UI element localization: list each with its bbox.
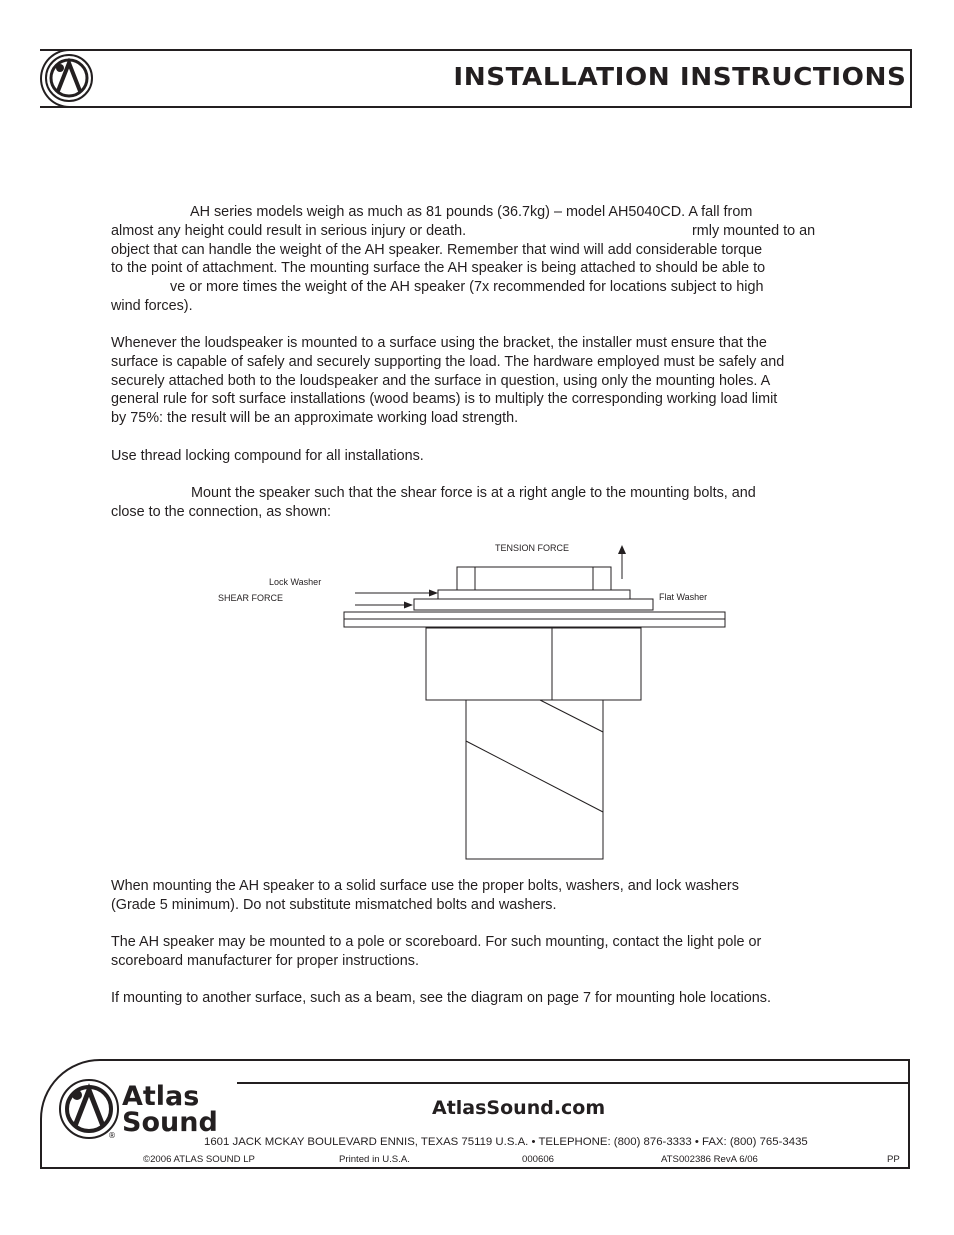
footer-rule [237, 1082, 910, 1084]
text-line: wind forces). [111, 297, 193, 314]
solid-surface-paragraph [111, 877, 851, 915]
text-line: Whenever the loudspeaker is mounted to a surface using the bracket, the installer must ensure that the [111, 335, 767, 351]
mounting-diagram [200, 535, 740, 865]
text-segment: rmly mounted to an [692, 222, 816, 239]
text-line: When mounting the AH speaker to a solid surface use the proper bolts, washers, and lock washers [111, 878, 739, 894]
copyright: ©2006 ATLAS SOUND LP [143, 1154, 255, 1165]
tension-force-label: TENSION FORCE [495, 543, 570, 553]
text-line: securely attached both to the loudspeaker and the surface in question, using only the mounting holes. A [111, 372, 771, 389]
atlas-logo-icon [44, 53, 94, 103]
atlas-logo-icon [60, 1080, 118, 1138]
lock-washer-arrowhead [429, 590, 438, 597]
text-line: If mounting to another surface, such as a beam, see the diagram on page 7 for mounting hole locations. [111, 990, 771, 1006]
weight-warning-paragraph [111, 203, 851, 316]
lock-washer-label: Lock Washer [269, 577, 322, 587]
text-line: object that can handle the weight of the AH speaker. Remember that wind will add considerable torque [111, 241, 763, 258]
shear-force-label: SHEAR FORCE [218, 593, 284, 603]
nut-block [426, 628, 641, 700]
brand-sound: Sound [122, 1107, 218, 1138]
printed-in: Printed in U.S.A. [339, 1154, 410, 1165]
surface-support-paragraph [111, 334, 851, 428]
text-line: to the point of attachment. The mounting surface the AH speaker is being attached to should be able to [111, 260, 766, 277]
part-code: 000606 [522, 1154, 555, 1165]
atlas-sound-logo [58, 1078, 238, 1140]
beam-mount-paragraph [111, 989, 851, 1008]
text-line: (Grade 5 minimum). Do not substitute mismatched bolts and washers. [111, 896, 557, 913]
website-url[interactable]: AtlasSound.com [432, 1097, 606, 1119]
shear-force-arrowhead [404, 602, 413, 609]
text-line: ve or more times the weight of the AH speaker (7x recommended for locations subject to high [170, 279, 764, 296]
text-segment: almost any height could result in serious injury or death. [111, 222, 467, 239]
tension-arrowhead [618, 545, 626, 554]
document-id: ATS002386 RevA 6/06 [661, 1154, 758, 1165]
company-address: 1601 JACK MCKAY BOULEVARD ENNIS, TEXAS 75119 U.S.A. • TELEPHONE: (800) 876-3333 • FAX: (800) 765-3435 [204, 1136, 808, 1148]
text-line: general rule for soft surface installations (wood beams) is to multiply the corresponding working load limit [111, 391, 778, 408]
text-line: close to the connection, as shown: [111, 503, 331, 520]
text-line: scoreboard manufacturer for proper instructions. [111, 952, 419, 969]
text-line [111, 222, 851, 241]
text-line: Mount the speaker such that the shear force is at a right angle to the mounting bolts, and [191, 485, 756, 501]
brand-atlas: Atlas [122, 1081, 200, 1112]
page-title: INSTALLATION INSTRUCTIONS [453, 62, 906, 91]
pole-mount-paragraph [111, 933, 851, 971]
text-line: surface is capable of safely and securely supporting the load. The hardware employed must be safely and [111, 353, 785, 370]
flat-washer-label: Flat Washer [659, 592, 708, 602]
thread-locking-paragraph [111, 447, 851, 466]
lock-washer [438, 590, 630, 599]
text-line: The AH speaker may be mounted to a pole or scoreboard. For such mounting, contact the light pole or [111, 934, 762, 950]
text-line: by 75%: the result will be an approximate working load strength. [111, 410, 519, 427]
initials: PP [887, 1154, 900, 1165]
registered-mark: ® [108, 1131, 116, 1140]
bolt-head [457, 567, 611, 590]
shear-force-paragraph [111, 484, 851, 522]
text-line: Use thread locking compound for all installations. [111, 448, 424, 464]
flat-washer [414, 599, 653, 610]
text-line: AH series models weigh as much as 81 pounds (36.7kg) – model AH5040CD. A fall from [190, 204, 753, 220]
bolt-shank [466, 700, 603, 859]
